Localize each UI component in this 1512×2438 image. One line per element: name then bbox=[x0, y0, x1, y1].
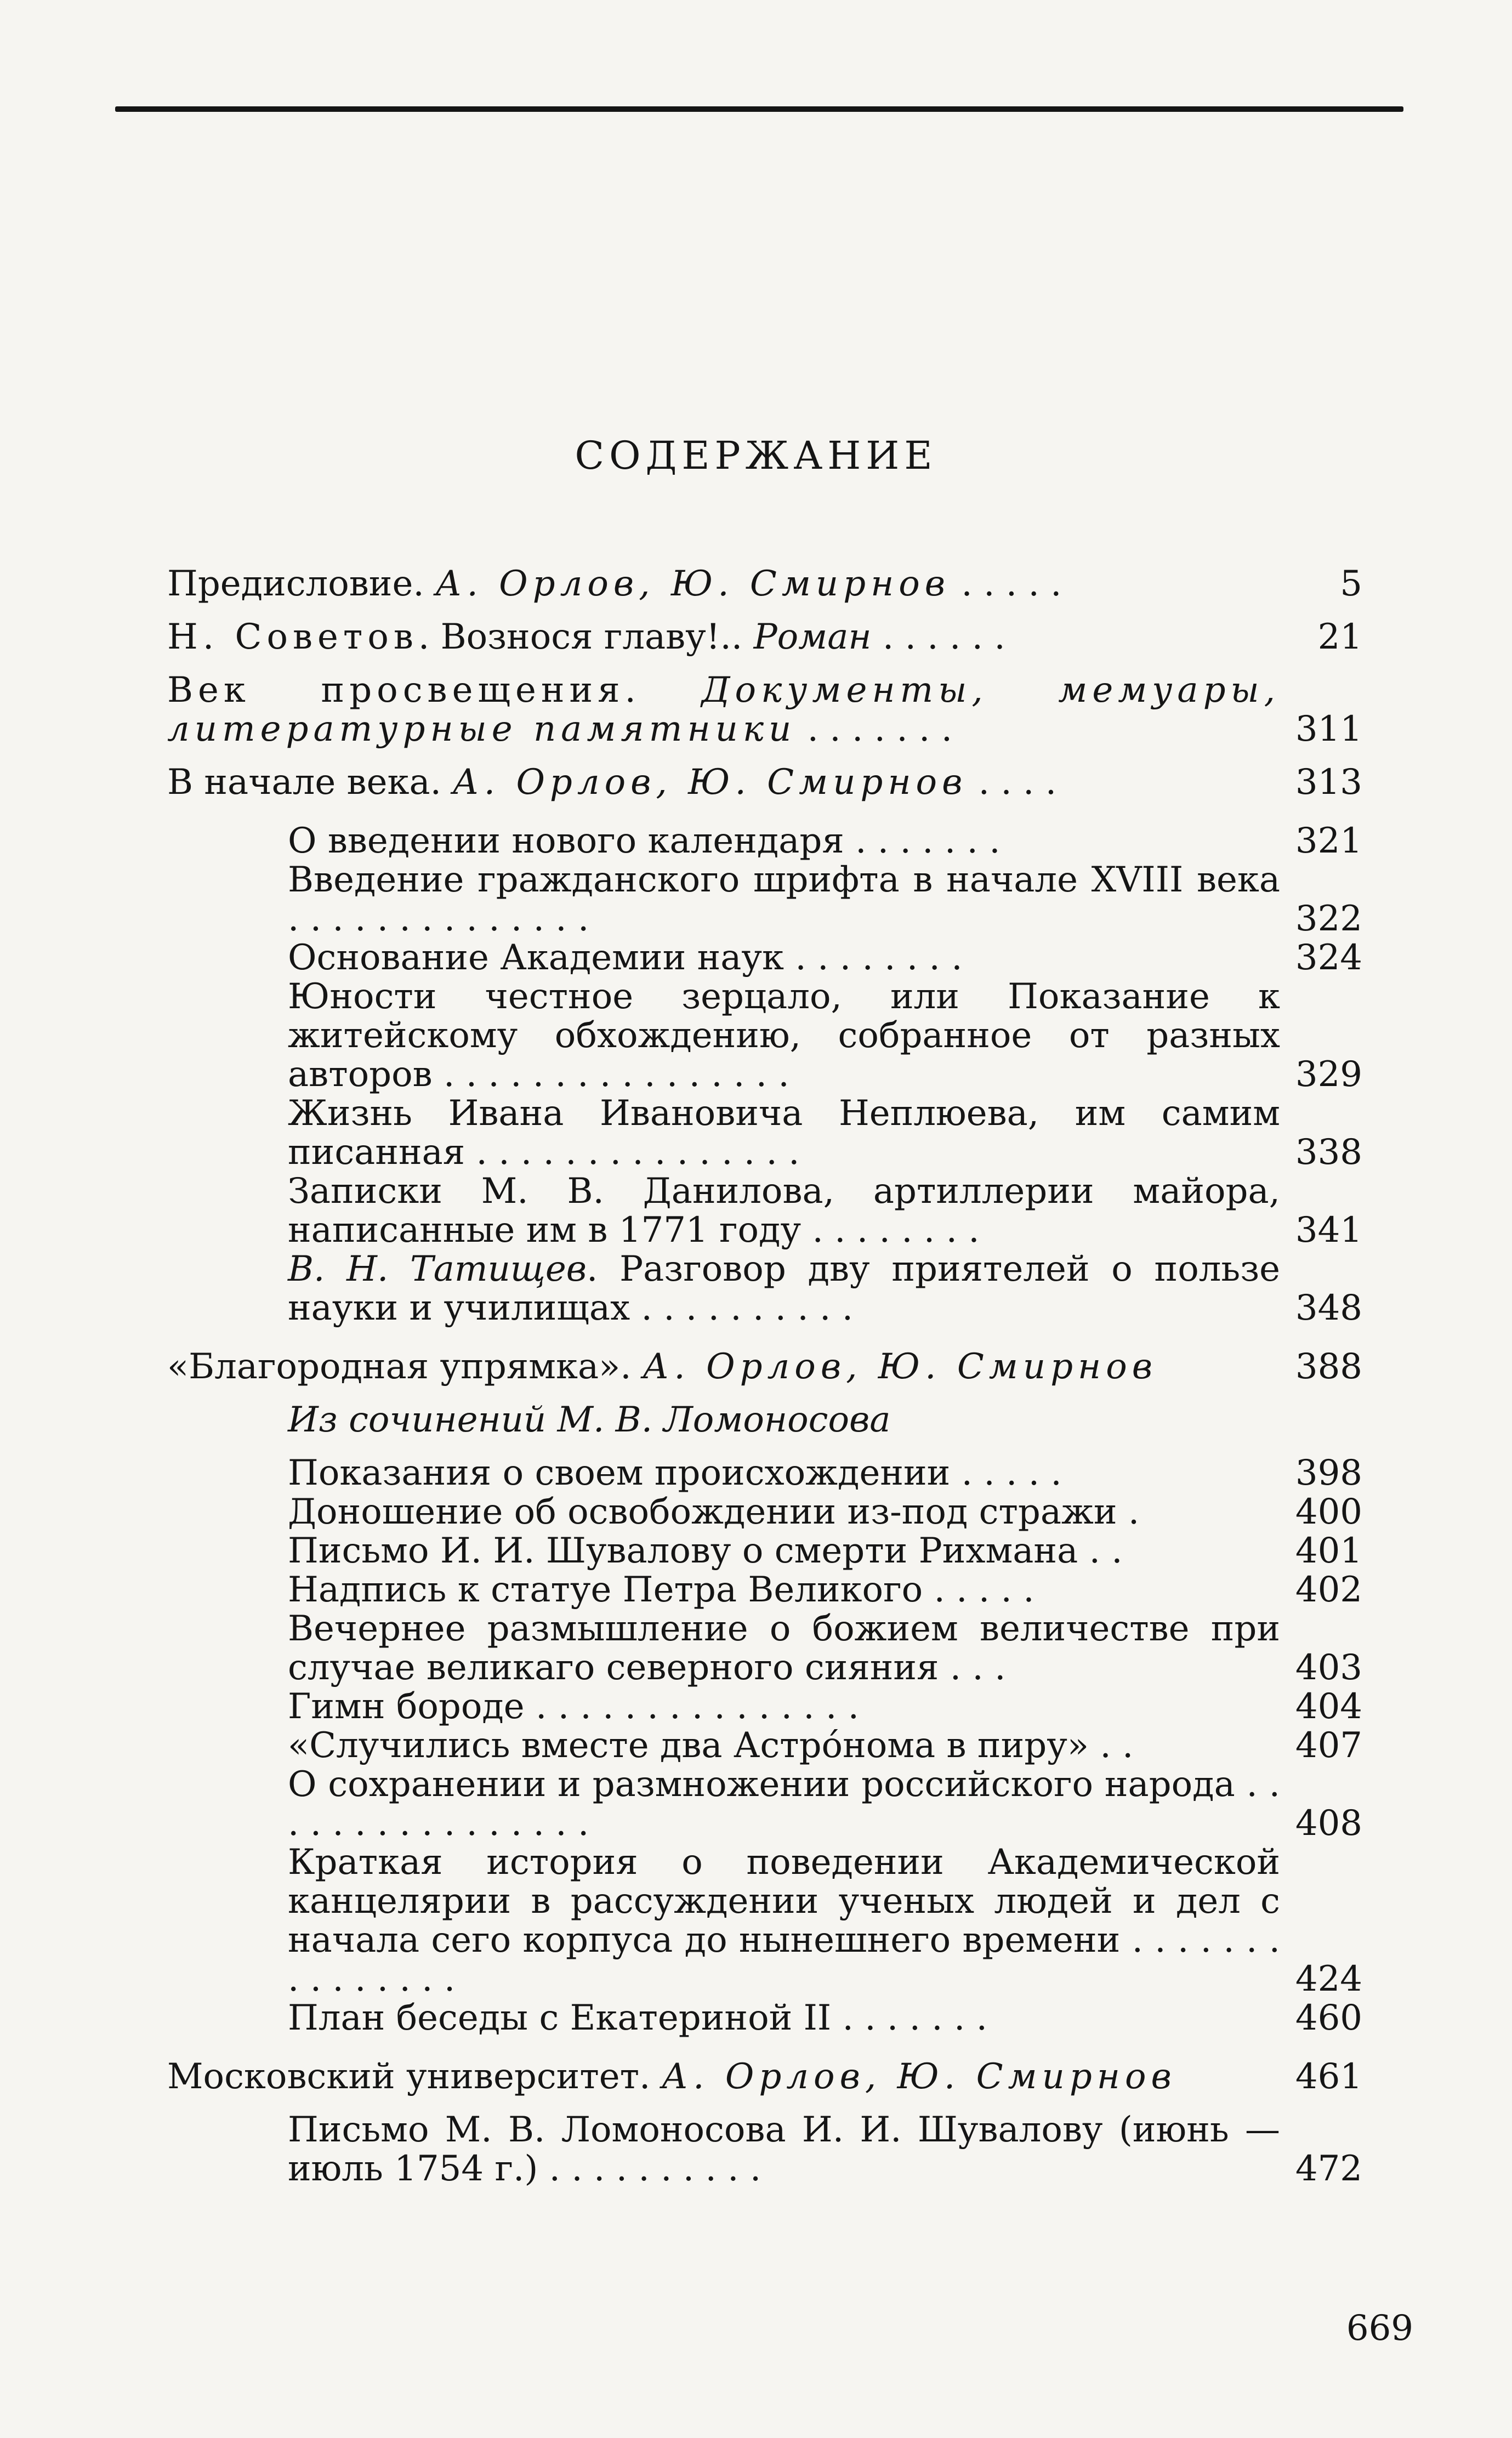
page-number: 322 bbox=[1295, 899, 1362, 939]
page-number: 348 bbox=[1295, 1288, 1362, 1328]
entry-title: Доношение об освобождении из-под стражи . bbox=[288, 1492, 1140, 1532]
page-number: 341 bbox=[1295, 1210, 1362, 1251]
page-number: 400 bbox=[1295, 1492, 1362, 1532]
page-number: 338 bbox=[1295, 1132, 1362, 1173]
entry-author: В. Н. Татищев bbox=[288, 1249, 587, 1289]
entry-title: Показания о своем происхождении . . . . . bbox=[288, 1453, 1062, 1493]
page-number: 313 bbox=[1295, 762, 1362, 803]
entry-title: Введение гражданского шрифта в начале XVIII века . . . . . . . . . . . . . . bbox=[288, 860, 1280, 939]
entry-title: Предисловие. bbox=[167, 564, 435, 604]
entry-title: О введении нового календаря . . . . . . . bbox=[288, 821, 1001, 861]
toc-entry bbox=[167, 565, 1362, 604]
toc-entry bbox=[167, 1172, 1362, 1250]
page-number: 460 bbox=[1295, 1998, 1362, 2038]
toc-entry bbox=[167, 1094, 1362, 1172]
page-number: 408 bbox=[1295, 1803, 1362, 1844]
entry-title: «Случились вместе два Астрóнома в пиру» . . bbox=[288, 1725, 1134, 1766]
toc-entry bbox=[167, 1493, 1362, 1532]
page-number: 324 bbox=[1295, 937, 1362, 978]
toc-entry bbox=[167, 1610, 1362, 1687]
page-number: 5 bbox=[1340, 564, 1362, 604]
page-number: 311 bbox=[1295, 709, 1362, 749]
page-folio: 669 bbox=[1346, 2308, 1413, 2349]
entry-title: «Благородная упрямка». bbox=[167, 1346, 643, 1387]
entry-subtitle: Документы, мемуары, литературные памятники bbox=[167, 670, 1281, 749]
entry-leader: . . . . . . bbox=[871, 617, 1005, 657]
toc-entry bbox=[167, 978, 1362, 1094]
entry-author: А. Орлов, Ю. Смирнов bbox=[661, 2056, 1176, 2097]
page-number: 398 bbox=[1295, 1453, 1362, 1493]
entry-separator: . bbox=[624, 670, 702, 711]
toc-entry bbox=[167, 618, 1362, 657]
toc-entry bbox=[167, 671, 1362, 749]
page-number: 321 bbox=[1295, 821, 1362, 861]
entry-title: Юности честное зерцало, или Показание к житейскому обхождению, собранное от разных авторов . . . . . . . . . . . . . . . . bbox=[288, 976, 1280, 1095]
toc-entry bbox=[167, 1348, 1362, 1386]
toc-entry bbox=[167, 1250, 1362, 1328]
entry-author: А. Орлов, Ю. Смирнов bbox=[642, 1346, 1157, 1387]
toc-entry bbox=[167, 2058, 1362, 2096]
top-rule bbox=[115, 106, 1403, 112]
toc-entry bbox=[167, 1843, 1362, 1999]
entry-title: Вечернее размышление о божием величестве при случае великаго северного сияния . . . bbox=[288, 1609, 1280, 1688]
entry-title: Записки М. В. Данилова, артиллерии майора, написанные им в 1771 году . . . . . . . . bbox=[288, 1171, 1280, 1251]
page-number: 388 bbox=[1295, 1346, 1362, 1387]
toc-entry bbox=[167, 1532, 1362, 1571]
entry-genre: Роман bbox=[753, 617, 872, 657]
table-of-contents bbox=[167, 565, 1362, 2189]
page-number: 404 bbox=[1295, 1686, 1362, 1727]
entry-title: Надпись к статуе Петра Великого . . . . . bbox=[288, 1570, 1034, 1610]
entry-title: Век просвещения bbox=[167, 670, 625, 711]
entry-title: Основание Академии наук . . . . . . . . bbox=[288, 937, 963, 978]
page-number: 401 bbox=[1295, 1531, 1362, 1571]
entry-author: А. Орлов, Ю. Смирнов bbox=[435, 564, 951, 604]
entry-title: . Вознося главу!.. bbox=[418, 617, 754, 657]
toc-entry bbox=[167, 1687, 1362, 1726]
entry-title: . Разговор дву приятелей о пользе науки и училищах . . . . . . . . . . bbox=[288, 1249, 1280, 1328]
page-number: 472 bbox=[1295, 2149, 1362, 2189]
entry-leader: . . . . . bbox=[950, 564, 1062, 604]
entry-author: А. Орлов, Ю. Смирнов bbox=[452, 762, 968, 803]
toc-entry bbox=[167, 2111, 1362, 2189]
toc-entry bbox=[167, 822, 1362, 861]
page-number: 21 bbox=[1317, 617, 1362, 657]
toc-entry bbox=[167, 1999, 1362, 2038]
page-title: СОДЕРЖАНИЕ bbox=[575, 433, 937, 478]
entry-leader: . . . . . . . bbox=[796, 709, 953, 749]
toc-entry bbox=[167, 861, 1362, 939]
page-number: 402 bbox=[1295, 1570, 1362, 1610]
entry-title: Письмо М. В. Ломоносова И. И. Шувалову (июнь — июль 1754 г.) . . . . . . . . . . bbox=[288, 2110, 1280, 2189]
toc-entry bbox=[167, 939, 1362, 978]
entry-title: Письмо И. И. Шувалову о смерти Рихмана . . bbox=[288, 1531, 1123, 1571]
toc-entry bbox=[167, 763, 1362, 802]
page-number: 424 bbox=[1295, 1959, 1362, 1999]
page-number: 407 bbox=[1295, 1725, 1362, 1766]
page-number: 403 bbox=[1295, 1647, 1362, 1688]
toc-entry bbox=[167, 1454, 1362, 1493]
page-number: 329 bbox=[1295, 1054, 1362, 1095]
entry-author: Н. Советов bbox=[167, 617, 418, 657]
toc-entry bbox=[167, 1571, 1362, 1610]
entry-title: О сохранении и размножении российского народа . . . . . . . . . . . . . . . . bbox=[288, 1764, 1280, 1844]
entry-leader: . . . . bbox=[967, 762, 1057, 803]
toc-entry bbox=[167, 1765, 1362, 1843]
page-number: 461 bbox=[1295, 2056, 1362, 2097]
toc-entry bbox=[167, 1726, 1362, 1765]
entry-title: Жизнь Ивана Ивановича Неплюева, им самим писанная . . . . . . . . . . . . . . . bbox=[288, 1093, 1280, 1173]
entry-title: В начале века. bbox=[167, 762, 453, 803]
entry-title: Московский университет. bbox=[167, 2056, 662, 2097]
entry-title: Гимн бороде . . . . . . . . . . . . . . . bbox=[288, 1686, 859, 1727]
entry-title: План беседы с Екатериной II . . . . . . . bbox=[288, 1998, 987, 2038]
entry-title: Краткая история о поведении Академической канцелярии в рассуждении ученых людей и дел с начала сего корпуса до нынешнего времени . . . . . . . . . . . . . . . bbox=[288, 1842, 1280, 1999]
section-subheading: Из сочинений М. В. Ломоносова bbox=[288, 1400, 891, 1440]
